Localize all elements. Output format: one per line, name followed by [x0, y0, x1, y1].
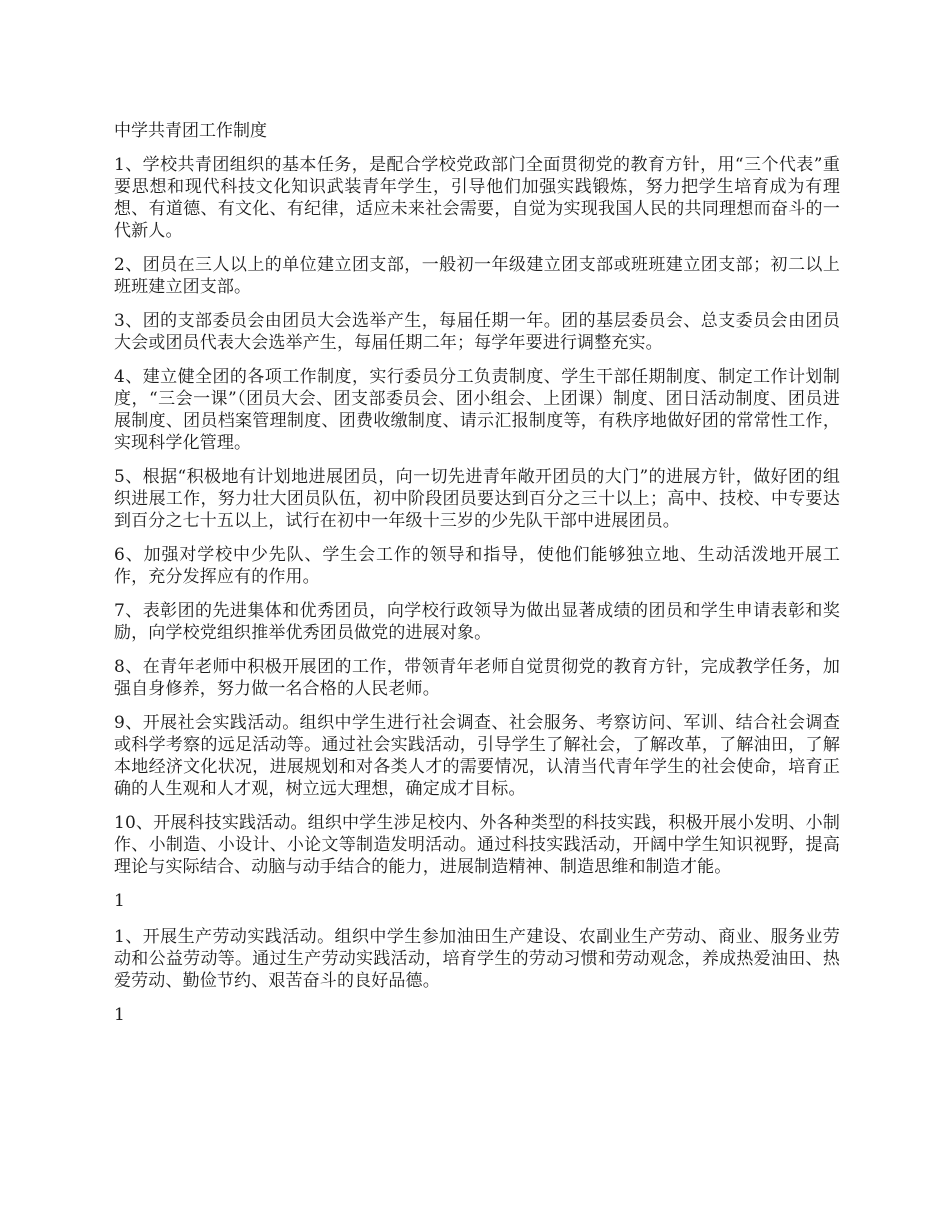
- page-number: 1: [114, 891, 125, 911]
- paragraph-1: 1、学校共青团组织的基本任务，是配合学校党政部门全面贯彻党的教育方针，用“三个代表”重要思想和现代科技文化知识武装青年学生，引导他们加强实践锻炼，努力把学生培育成为有理想、有道德、有文化、有纪律，适应未来社会需要，自觉为实现我国人民的共同理想而奋斗的一代新人。: [114, 155, 840, 241]
- page-number-2: 1: [114, 1005, 125, 1025]
- paragraph-3: 3、团的支部委员会由团员大会选举产生，每届任期一年。团的基层委员会、总支委员会由团员大会或团员代表大会选举产生，每届任期二年；每学年要进行调整充实。: [114, 311, 840, 353]
- paragraph-5: 5、根据“积极地有计划地进展团员，向一切先进青年敞开团员的大门”的进展方针，做好团的组织进展工作，努力壮大团员队伍，初中阶段团员要达到百分之三十以上；高中、技校、中专要达到百分之七十五以上，试行在初中一年级十三岁的少先队干部中进展团员。: [114, 467, 840, 531]
- paragraph-9: 9、开展社会实践活动。组织中学生进行社会调查、社会服务、考察访问、军训、结合社会调查或科学考察的远足活动等。通过社会实践活动，引导学生了解社会，了解改革，了解油田，了解本地经济文化状况，进展规划和对各类人才的需要情况，认清当代青年学生的社会使命，培育正确的人生观和人才观，树立远大理想，确定成才目标。: [114, 713, 840, 799]
- paragraph-8: 8、在青年老师中积极开展团的工作，带领青年老师自觉贯彻党的教育方针，完成教学任务，加强自身修养，努力做一名合格的人民老师。: [114, 657, 840, 699]
- document-page: [114, 120, 840, 1040]
- paragraph-7: 7、表彰团的先进集体和优秀团员，向学校行政领导为做出显著成绩的团员和学生申请表彰和奖励，向学校党组织推举优秀团员做党的进展对象。: [114, 601, 840, 643]
- paragraph-6: 6、加强对学校中少先队、学生会工作的领导和指导，使他们能够独立地、生动活泼地开展工作，充分发挥应有的作用。: [114, 545, 840, 587]
- document-title: 中学共青团工作制度: [114, 121, 267, 141]
- paragraph-2: 2、团员在三人以上的单位建立团支部，一般初一年级建立团支部或班班建立团支部；初二以上班班建立团支部。: [114, 255, 840, 297]
- paragraph-continued: 1、开展生产劳动实践活动。组织中学生参加油田生产建设、农副业生产劳动、商业、服务业劳动和公益劳动等。通过生产劳动实践活动，培育学生的劳动习惯和劳动观念，养成热爱油田、热爱劳动、勤俭节约、艰苦奋斗的良好品德。: [114, 927, 840, 991]
- paragraph-4: 4、建立健全团的各项工作制度，实行委员分工负责制度、学生干部任期制度、制定工作计划制度，“三会一课”（团员大会、团支部委员会、团小组会、上团课）制度、团日活动制度、团员进展制度、团员档案管理制度、团费收缴制度、请示汇报制度等，有秩序地做好团的常常性工作，实现科学化管理。: [114, 367, 840, 453]
- paragraph-10: 10、开展科技实践活动。组织中学生涉足校内、外各种类型的科技实践，积极开展小发明、小制作、小制造、小设计、小论文等制造发明活动。通过科技实践活动，开阔中学生知识视野，提高理论与实际结合、动脑与动手结合的能力，进展制造精神、制造思维和制造才能。: [114, 813, 840, 877]
